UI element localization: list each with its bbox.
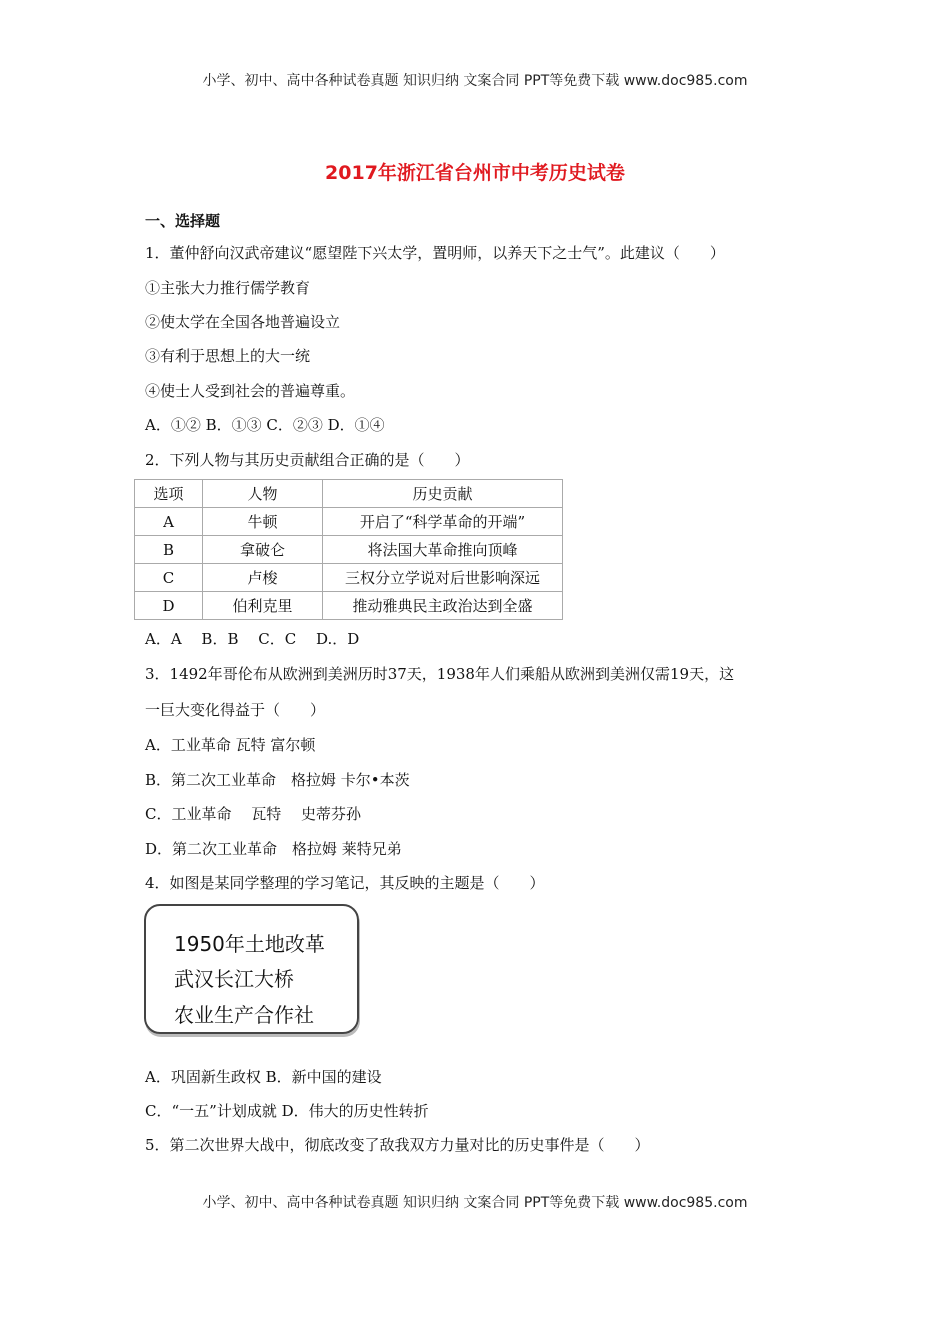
table-cell: 推动雅典民主政治达到全盛	[323, 592, 563, 620]
section-heading: 一、选择题	[145, 212, 221, 230]
table-cell: A	[135, 508, 203, 536]
q5-stem: 5．第二次世界大战中，彻底改变了敌我双方力量对比的历史事件是（ ）	[145, 1136, 650, 1154]
note-line-2: 武汉长江大桥	[174, 967, 294, 991]
page-header: 小学、初中、高中各种试卷真题 知识归纳 文案合同 PPT等免费下载 www.doc985.com	[202, 73, 748, 89]
q2-table	[134, 479, 563, 620]
table-header-row	[135, 480, 563, 508]
note-line-1: 1950年土地改革	[174, 932, 325, 956]
table-cell: 开启了“科学革命的开端”	[323, 508, 563, 536]
table-cell: D	[135, 592, 203, 620]
table-cell: 卢梭	[203, 564, 323, 592]
q3-option-d: D．第二次工业革命 格拉姆 莱特兄弟	[145, 840, 402, 858]
table-cell: 三权分立学说对后世影响深远	[323, 564, 563, 592]
q3-option-c: C．工业革命 瓦特 史蒂芬孙	[145, 805, 362, 823]
q3-option-a: A．工业革命 瓦特 富尔顿	[145, 736, 316, 754]
table-row	[135, 508, 563, 536]
table-cell: 牛顿	[203, 508, 323, 536]
q1-statement-2: ②使太学在全国各地普遍设立	[145, 313, 341, 331]
study-note-figure	[144, 904, 359, 1034]
q1-statement-4: ④使士人受到社会的普遍尊重。	[145, 382, 356, 400]
note-line-3: 农业生产合作社	[174, 1003, 314, 1027]
exam-title: 2017年浙江省台州市中考历史试卷	[325, 162, 625, 184]
table-cell: B	[135, 536, 203, 564]
q4-options-cd: C．“一五”计划成就 D．伟大的历史性转折	[145, 1102, 429, 1120]
q3-stem-line2: 一巨大变化得益于（ ）	[145, 701, 326, 719]
q4-options-ab: A．巩固新生政权 B．新中国的建设	[145, 1068, 382, 1086]
table-row	[135, 536, 563, 564]
table-cell: 伯利克里	[203, 592, 323, 620]
table-cell: 拿破仑	[203, 536, 323, 564]
q1-stem: 1．董仲舒向汉武帝建议“愿望陛下兴太学，置明师，以养天下之士气”。此建议（ ）	[145, 244, 725, 262]
table-header-cell: 历史贡献	[323, 480, 563, 508]
q2-stem: 2．下列人物与其历史贡献组合正确的是（ ）	[145, 451, 470, 469]
q2-options: A．A B．B C．C D.．D	[145, 630, 360, 648]
table-row	[135, 592, 563, 620]
table-cell: C	[135, 564, 203, 592]
table-cell: 将法国大革命推向顶峰	[323, 536, 563, 564]
q3-stem-line1: 3．1492年哥伦布从欧洲到美洲历时37天，1938年人们乘船从欧洲到美洲仅需19天，这	[145, 665, 735, 683]
table-row	[135, 564, 563, 592]
q4-stem: 4．如图是某同学整理的学习笔记，其反映的主题是（ ）	[145, 874, 545, 892]
table-header-cell: 选项	[135, 480, 203, 508]
q3-option-b: B．第二次工业革命 格拉姆 卡尔•本茨	[145, 771, 410, 789]
q1-options: A．①② B．①③ C．②③ D．①④	[145, 416, 385, 434]
q1-statement-3: ③有利于思想上的大一统	[145, 347, 311, 365]
q1-statement-1: ①主张大力推行儒学教育	[145, 279, 311, 297]
table-header-cell: 人物	[203, 480, 323, 508]
page-footer: 小学、初中、高中各种试卷真题 知识归纳 文案合同 PPT等免费下载 www.doc985.com	[202, 1195, 748, 1211]
